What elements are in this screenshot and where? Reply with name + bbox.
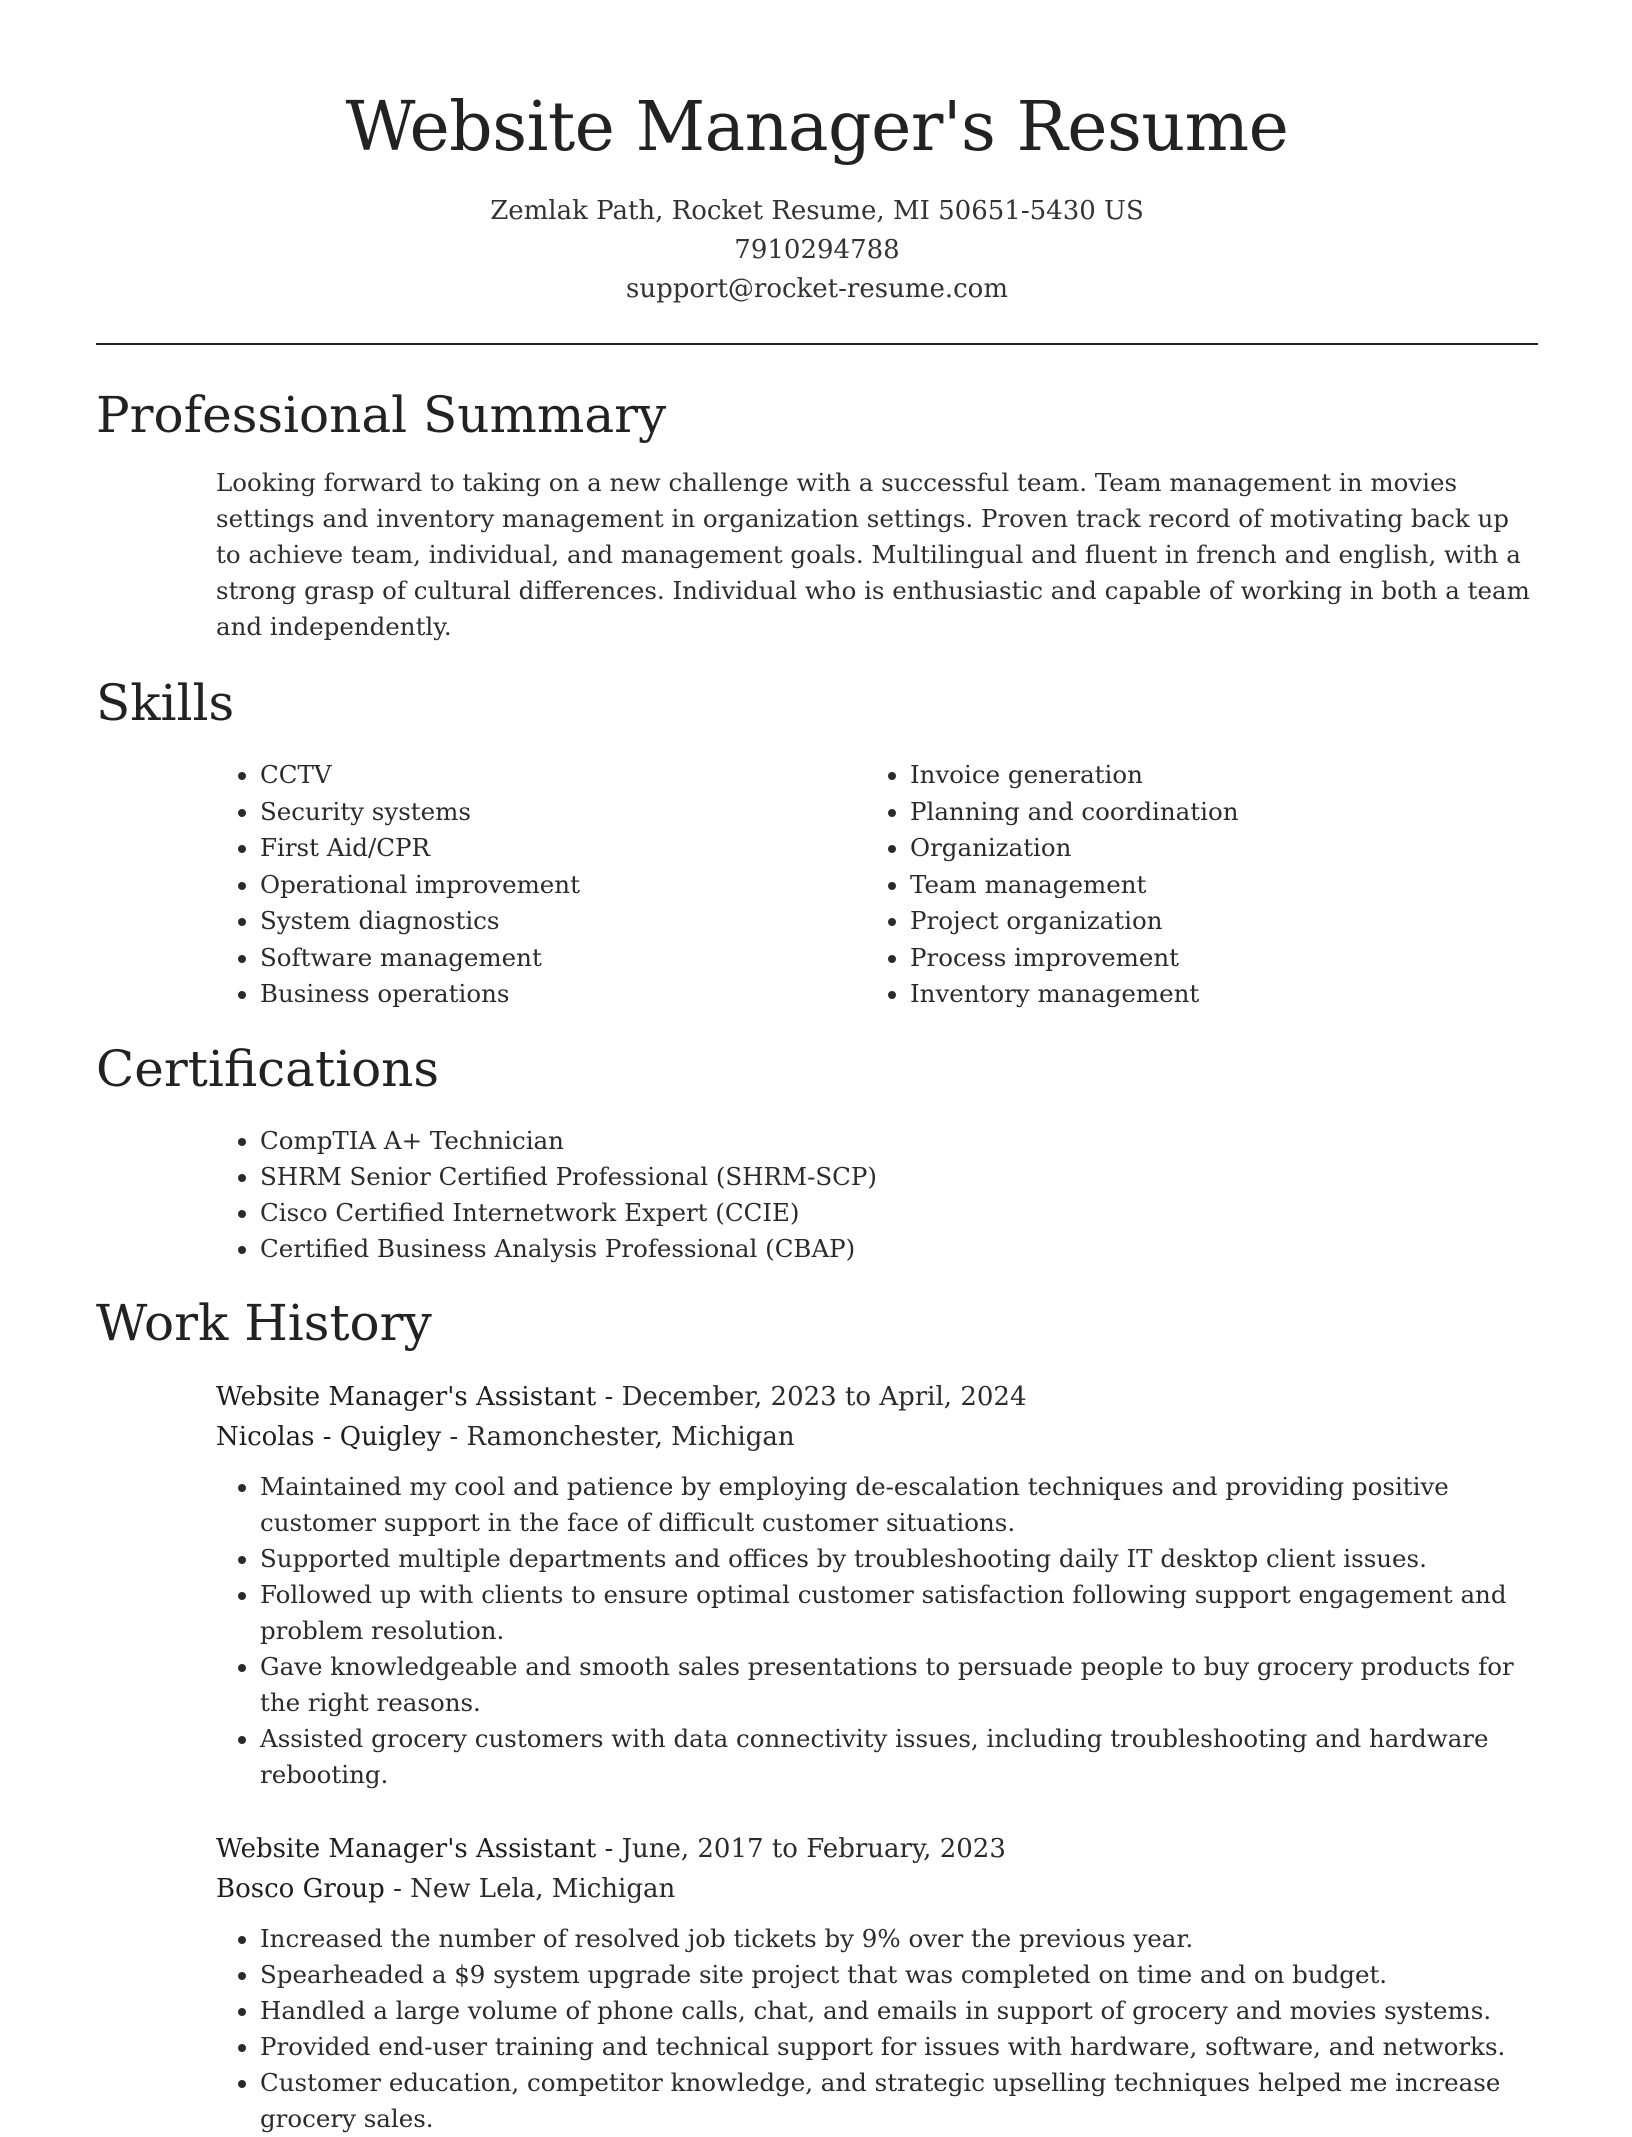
skill-item: • Planning and coordination — [910, 794, 1238, 831]
skill-item: • Inventory management — [910, 976, 1238, 1013]
job-bullet: • Increased the number of resolved job tickets by 9% over the previous year. — [260, 1921, 1538, 1957]
summary-heading: Professional Summary — [96, 386, 667, 444]
job-role: Website Manager's Assistant — [216, 1833, 597, 1864]
skill-item: • Process improvement — [910, 940, 1238, 977]
job-bullets — [216, 1469, 1538, 1793]
skills-column-2 — [910, 757, 1238, 1013]
job-entry — [216, 1377, 1538, 1793]
summary-text: Looking forward to taking on a new challenge with a successful team. Team management in movies settings and inventory management in organization settings. Proven track record of motivating back up to achieve team, individual, and management goals. Multilingual and fluent in french and english, with a strong grasp of cultural differences. Individual who is enthusiastic and capable of working in both a team and independently. — [216, 468, 1530, 641]
skill-item: • Security systems — [260, 794, 910, 831]
resume-title: Website Manager's Resume — [345, 88, 1289, 167]
address: Zemlak Path, Rocket Resume, MI 50651-5430 US — [490, 196, 1144, 226]
certification-item: • SHRM Senior Certified Professional (SHRM-SCP) — [260, 1159, 1538, 1195]
job-company-line — [216, 1417, 1538, 1457]
certification-item: • CompTIA A+ Technician — [260, 1123, 1538, 1159]
header-divider — [96, 343, 1538, 345]
job-role-line — [216, 1377, 1538, 1417]
certification-item: • Cisco Certified Internetwork Expert (CCIE) — [260, 1195, 1538, 1231]
skill-item: • Operational improvement — [260, 867, 910, 904]
job-entry — [216, 1829, 1538, 2137]
job-company-line — [216, 1869, 1538, 1909]
job-bullet: • Followed up with clients to ensure optimal customer satisfaction following support engagement and problem resolution. — [260, 1577, 1538, 1649]
skill-item: • System diagnostics — [260, 903, 910, 940]
job-location: - New Lela, Michigan — [384, 1873, 676, 1904]
skill-item: • CCTV — [260, 757, 910, 794]
skills-heading: Skills — [96, 674, 235, 732]
job-company: Bosco Group — [216, 1873, 385, 1904]
skill-item: • First Aid/CPR — [260, 830, 910, 867]
job-bullet: • Spearheaded a $9 system upgrade site project that was completed on time and on budget. — [260, 1957, 1538, 1993]
certification-item: • Certified Business Analysis Professional (CBAP) — [260, 1231, 1538, 1267]
skill-item: • Invoice generation — [910, 757, 1238, 794]
skill-item: • Team management — [910, 867, 1238, 904]
skill-item: • Software management — [260, 940, 910, 977]
job-company: Nicolas - Quigley — [216, 1421, 442, 1452]
job-dates: - December, 2023 to April, 2024 — [596, 1381, 1027, 1412]
job-bullet: • Supported multiple departments and offices by troubleshooting daily IT desktop client issues. — [260, 1541, 1538, 1577]
skills-list — [96, 757, 1538, 1013]
skill-item: • Project organization — [910, 903, 1238, 940]
job-bullet: • Provided end-user training and technical support for issues with hardware, software, and networks. — [260, 2029, 1538, 2065]
job-location: - Ramonchester, Michigan — [441, 1421, 795, 1452]
job-bullet: • Handled a large volume of phone calls, chat, and emails in support of grocery and movies systems. — [260, 1993, 1538, 2029]
email: support@rocket-resume.com — [625, 274, 1008, 304]
job-bullet: • Gave knowledgeable and smooth sales presentations to persuade people to buy grocery products for the right reasons. — [260, 1649, 1538, 1721]
skills-column-1 — [96, 757, 910, 1013]
job-bullet: • Maintained my cool and patience by employing de-escalation techniques and providing positive customer support in the face of difficult customer situations. — [260, 1469, 1538, 1541]
work-history-heading: Work History — [96, 1293, 432, 1352]
job-role-line — [216, 1829, 1538, 1869]
job-bullet: • Customer education, competitor knowledge, and strategic upselling techniques helped me increase grocery sales. — [260, 2065, 1538, 2137]
resume-page — [96, 0, 1538, 2137]
contact-info — [96, 192, 1538, 309]
skill-item: • Business operations — [260, 976, 910, 1013]
certifications-list — [96, 1123, 1538, 1267]
job-dates: - June, 2017 to February, 2023 — [596, 1833, 1006, 1864]
resume-header — [96, 0, 1538, 309]
job-bullets — [216, 1921, 1538, 2137]
job-bullet: • Assisted grocery customers with data connectivity issues, including troubleshooting and hardware rebooting. — [260, 1721, 1538, 1793]
certifications-heading: Certifications — [96, 1039, 440, 1098]
skill-item: • Organization — [910, 830, 1238, 867]
job-role: Website Manager's Assistant — [216, 1381, 597, 1412]
phone: 7910294788 — [734, 235, 900, 265]
